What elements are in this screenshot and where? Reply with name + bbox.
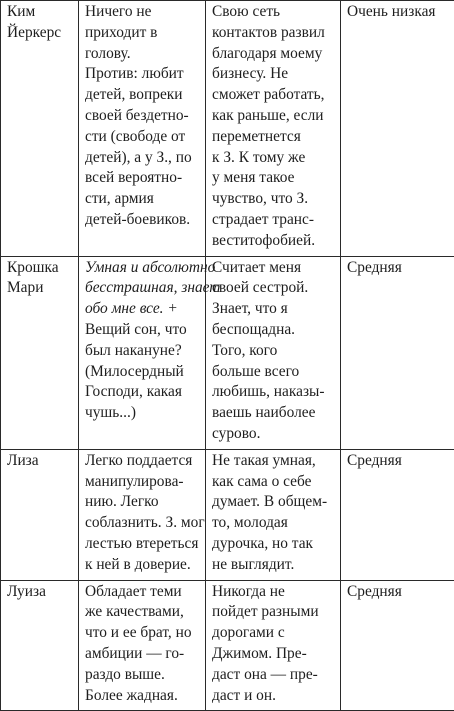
pros-cell bbox=[79, 449, 206, 580]
cons-line: не выглядит. bbox=[212, 555, 334, 576]
pros-line: раздо выше. bbox=[85, 665, 199, 686]
cons-line: бизнесу. Не bbox=[212, 64, 334, 85]
pros-line: Ничего не bbox=[85, 2, 199, 23]
cons-line: думает. В общем- bbox=[212, 492, 334, 513]
cons-cell bbox=[206, 256, 341, 449]
table-row bbox=[1, 1, 454, 257]
pros-line: нию. Легко bbox=[85, 492, 199, 513]
pros-line: Вещий сон, что bbox=[85, 320, 199, 341]
pros-line: голову. bbox=[85, 44, 199, 65]
table-row bbox=[1, 580, 454, 711]
pros-line: был накануне? bbox=[85, 341, 199, 362]
cons-line: больше всего bbox=[212, 362, 334, 383]
cons-line: своей сестрой. bbox=[212, 278, 334, 299]
pros-line: детей, вопреки bbox=[85, 85, 199, 106]
cons-line: то, молодая bbox=[212, 513, 334, 534]
cons-line: чувство, что З. bbox=[212, 189, 334, 210]
cons-line: Не такая умная, bbox=[212, 451, 334, 472]
cons-cell bbox=[206, 449, 341, 580]
cons-line: Никогда не bbox=[212, 582, 334, 603]
cons-line: дурочка, но так bbox=[212, 534, 334, 555]
pros-line: к ней в доверие. bbox=[85, 555, 199, 576]
pros-line: манипулирова- bbox=[85, 472, 199, 493]
pros-line: всей вероятно- bbox=[85, 168, 199, 189]
name-line: Ким bbox=[7, 2, 72, 23]
cons-line: сурово. bbox=[212, 424, 334, 445]
cons-line: веститофобией. bbox=[212, 231, 334, 252]
cons-line: благодаря моему bbox=[212, 44, 334, 65]
level-cell bbox=[341, 580, 454, 711]
cons-cell bbox=[206, 1, 341, 257]
pros-line: амбиции — го- bbox=[85, 644, 199, 665]
pros-cell bbox=[79, 580, 206, 711]
level-cell bbox=[341, 256, 454, 449]
level-cell bbox=[341, 1, 454, 257]
level-value: Средняя bbox=[347, 258, 448, 279]
level-value: Средняя bbox=[347, 451, 448, 472]
pros-line: Обладает теми bbox=[85, 582, 199, 603]
pros-line: сти, армия bbox=[85, 189, 199, 210]
pros-line: приходит в bbox=[85, 23, 199, 44]
pros-line: соблазнить. З. мог bbox=[85, 513, 199, 534]
name-line: Йеркерс bbox=[7, 23, 72, 44]
table-body bbox=[1, 1, 454, 711]
pros-line: же качествами, bbox=[85, 602, 199, 623]
cons-line: любишь, наказы- bbox=[212, 382, 334, 403]
table-row bbox=[1, 256, 454, 449]
pros-cell bbox=[79, 1, 206, 257]
cons-line: пойдет разными bbox=[212, 602, 334, 623]
name-line: Лиза bbox=[7, 451, 72, 472]
cons-line: ваешь наиболее bbox=[212, 403, 334, 424]
level-value: Очень низкая bbox=[347, 2, 448, 23]
cons-cell bbox=[206, 580, 341, 711]
cons-line: Того, кого bbox=[212, 341, 334, 362]
cons-line: контактов развил bbox=[212, 23, 334, 44]
pros-line: детей), а у З., по bbox=[85, 148, 199, 169]
cons-line: Джимом. Пре- bbox=[212, 644, 334, 665]
pros-line: чушь...) bbox=[85, 403, 199, 424]
cons-line: страдает транс- bbox=[212, 210, 334, 231]
pros-line: бесстрашная, знает bbox=[85, 278, 199, 299]
cons-line: переметнется bbox=[212, 127, 334, 148]
level-value: Средняя bbox=[347, 582, 448, 603]
name-cell bbox=[1, 256, 79, 449]
pros-line: что и ее брат, но bbox=[85, 623, 199, 644]
pros-line: Умная и абсолютно bbox=[85, 258, 199, 279]
level-cell bbox=[341, 449, 454, 580]
cons-line: как сама о себе bbox=[212, 472, 334, 493]
cons-line: к З. К тому же bbox=[212, 148, 334, 169]
pros-line: детей-боевиков. bbox=[85, 210, 199, 231]
cons-line: беспощадна. bbox=[212, 320, 334, 341]
pros-line: Против: любит bbox=[85, 64, 199, 85]
cons-line: даст и он. bbox=[212, 686, 334, 707]
pros-line: лестью втереться bbox=[85, 534, 199, 555]
pros-line: сти (свободе от bbox=[85, 127, 199, 148]
cons-line: сможет работать, bbox=[212, 85, 334, 106]
pros-line: Легко поддается bbox=[85, 451, 199, 472]
cons-line: дорогами с bbox=[212, 623, 334, 644]
name-line: Мари bbox=[7, 278, 72, 299]
cons-line: Знает, что я bbox=[212, 299, 334, 320]
pros-line: (Милосердный bbox=[85, 362, 199, 383]
cons-line: даст она — пре- bbox=[212, 665, 334, 686]
pros-line: Более жадная. bbox=[85, 686, 199, 707]
table-row bbox=[1, 449, 454, 580]
pros-cell bbox=[79, 256, 206, 449]
pros-line: своей бездетно- bbox=[85, 106, 199, 127]
cons-line: у меня такое bbox=[212, 168, 334, 189]
name-cell bbox=[1, 1, 79, 257]
cons-line: Свою сеть bbox=[212, 2, 334, 23]
name-cell bbox=[1, 580, 79, 711]
name-line: Крошка bbox=[7, 258, 72, 279]
cons-line: Считает меня bbox=[212, 258, 334, 279]
name-line: Луиза bbox=[7, 582, 72, 603]
pros-line: Господи, какая bbox=[85, 382, 199, 403]
pros-line: обо мне все. + bbox=[85, 299, 199, 320]
cons-line: как раньше, если bbox=[212, 106, 334, 127]
name-cell bbox=[1, 449, 79, 580]
